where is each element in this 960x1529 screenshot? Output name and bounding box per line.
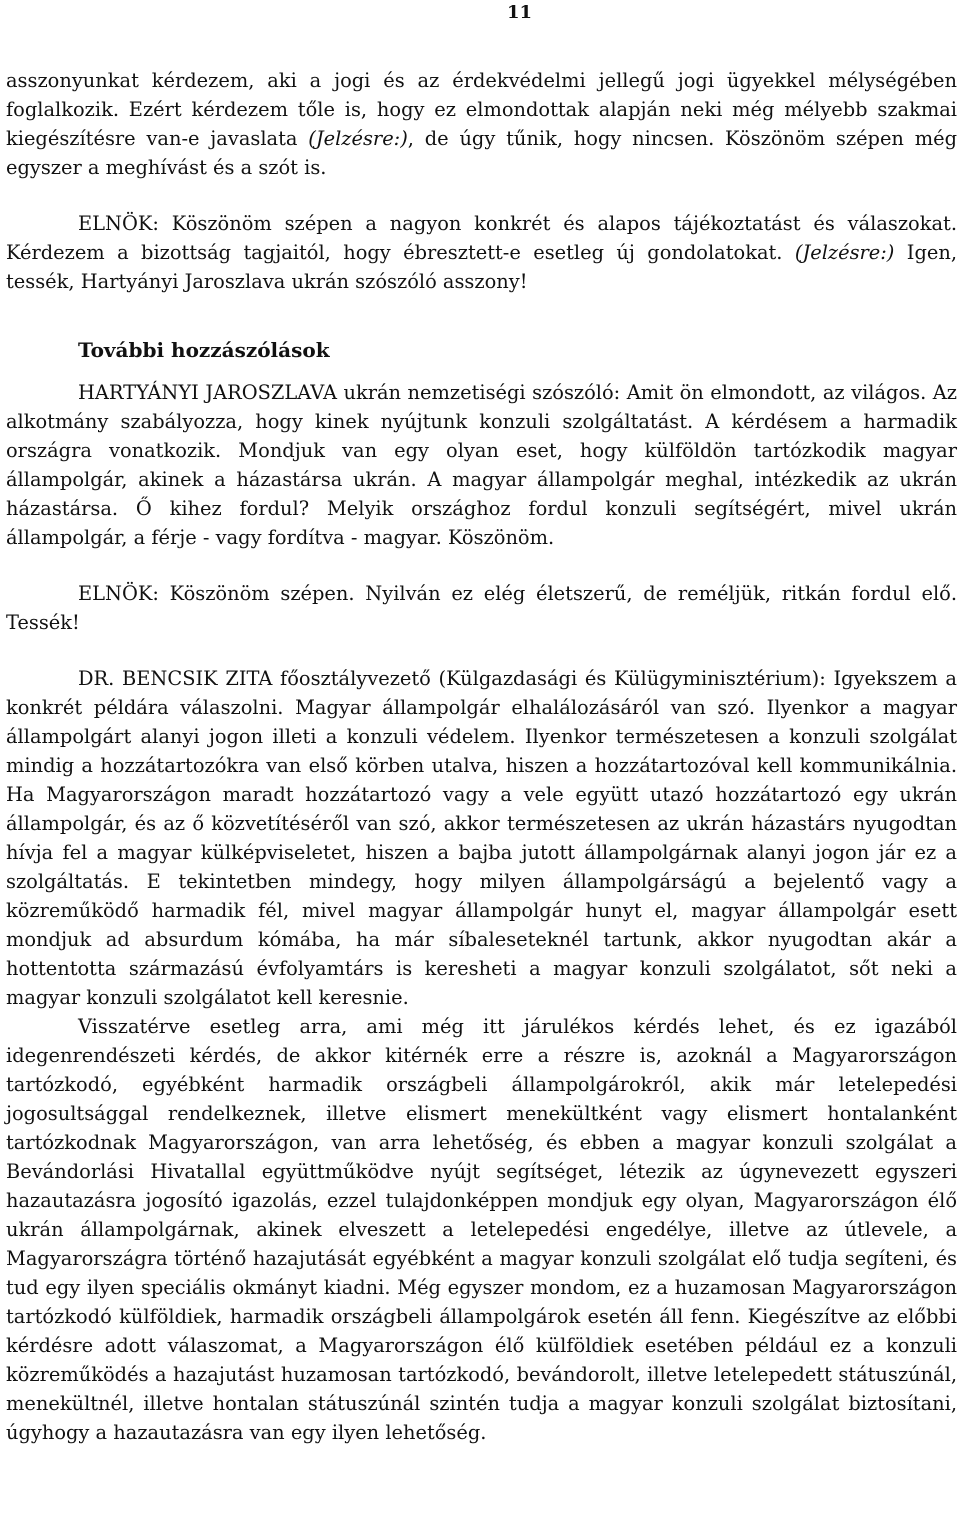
paragraph-intro-part2: , de úgy tűnik, hogy nincsen. Köszönöm szépen még egyszer a meghívást és a szót is. (6, 127, 958, 179)
paragraph-bencsik-2: Visszatérve esetleg arra, ami még itt járulékos kérdés lehet, és ez igazából idegenrendészeti kérdés, de akkor kitérnék erre a részre is, azoknál a Magyarországon tartózkodó, egyébként harmadik országbeli állampolgárokról, akik már letelepedési jogosultsággal rendelkeznek, illetve elismert menekültként vagy elismert hontalanként tartózkodnak Magyarországon, van arra lehetőség, és ebben a magyar konzuli szolgálat a Bevándorlási Hivatallal együttműködve nyújt segítséget, létezik az úgynevezett egyszeri hazautazásra jogosító igazolás, ezzel tulajdonképpen mondjuk egy olyan, Magyarországon élő ukrán állampolgárnak, akinek elveszett a letelepedési engedélye, illetve az útlevele, a Magyarországra történő hazajutását egyébként a magyar konzuli szolgálat elő tudja segíteni, és tud egy ilyen speciális okmányt kiadni. Még egyszer mondom, ez a huzamosan Magyarországon tartózkodó külföldiek, harmadik országbeli állampolgárok esetén áll fenn. Kiegészítve az előbbi kérdésre adott válaszomat, a Magyarországon élő külföldiek esetében például ez a konzuli közreműködés a hazajutást huzamosan tartózkodó, bevándorolt, illetve letelepedett státuszúnál, menekültnél, illetve hontalan státuszúnál szintén tudja a magyar konzuli szolgálat biztosítani, úgyhogy a hazautazásra van egy ilyen lehetőség. (6, 1015, 957, 1444)
paragraph-intro (6, 66, 957, 182)
paragraph-chair-1-text: ELNÖK: Köszönöm szépen a nagyon konkrét és alapos tájékoztatást és válaszokat. Kérdezem a bizottság tagjaitól, hogy ébresztett-e esetleg új gondolatokat. (6, 212, 957, 264)
page-number: 11 (507, 2, 533, 23)
section-heading: További hozzászólások (78, 338, 330, 362)
paragraph-intro-part1: asszonyunkat kérdezem, aki a jogi és az érdekvédelmi jellegű jogi ügyekkel mélységében foglalkozik. Ezért kérdezem tőle is, hogy ez elmondottak alapján neki még mélyebb szakmai kiegészítésre van-e javaslata (6, 69, 957, 150)
paragraph-hartyanyi: HARTYÁNYI JAROSZLAVA ukrán nemzetiségi szószóló: Amit ön elmondott, az világos. Az alkotmány szabályozza, hogy kinek nyújtunk konzuli szolgáltatást. A kérdésem a harmadik országra vonatkozik. Mondjuk van egy olyan eset, hogy külföldön tartózkodik magyar állampolgár, akinek a házastársa ukrán. A magyar állampolgár meghal, intézkedik az ukrán házastársa. Ő kihez fordul? Melyik országhoz fordul konzuli segítségért, mivel ukrán állampolgár, a férje - vagy fordítva - magyar. Köszönöm. (6, 381, 957, 549)
paragraph-chair-1-text2: Igen, tessék, Hartyányi Jaroszlava ukrán szószóló asszony! (6, 241, 957, 293)
paragraph-bencsik-1: DR. BENCSIK ZITA főosztályvezető (Külgazdasági és Külügyminisztérium): Igyekszem a konkrét példára válaszolni. Magyar állampolgár elhalálozásáról van szó. Ilyenkor a magyar állampolgárt alanyi jogon illeti a konzuli védelem. Ilyenkor természetesen a konzuli szolgálat mindig a hozzátartozókra van első körben utalva, hiszen a hozzátartozóval kell kommunikálnia. Ha Magyarországon maradt hozzátartozó vagy a vele együtt utazó hozzátartozó egy ukrán állampolgár, és az ő közvetítéséről van szó, akkor természetesen az ukrán házastárs nyugodtan hívja fel a magyar külképviseletet, hiszen a bajba jutott állampolgárnak alanyi jogon jár ez a szolgáltatás. E tekintetben mindegy, hogy milyen állampolgárságú a bejelentő vagy a közreműködő harmadik fél, mivel magyar állampolgár hunyt el, magyar állampolgár esett mondjuk ad absurdum kómába, ha már síbaleseteknél tartunk, akkor nyugodtan akár a hottentotta származású évfolyamtárs is keresheti a magyar konzuli szolgálatot, sőt neki a magyar konzuli szolgálatot kell keresnie. (6, 667, 957, 1009)
stage-note: (Jelzésre:) (794, 241, 895, 264)
paragraph-chair-1 (6, 209, 957, 296)
paragraph-chair-2: ELNÖK: Köszönöm szépen. Nyilván ez elég életszerű, de reméljük, ritkán fordul elő. Tessék! (6, 582, 957, 634)
document-body (6, 66, 957, 1447)
stage-note: (Jelzésre:) (308, 127, 408, 150)
